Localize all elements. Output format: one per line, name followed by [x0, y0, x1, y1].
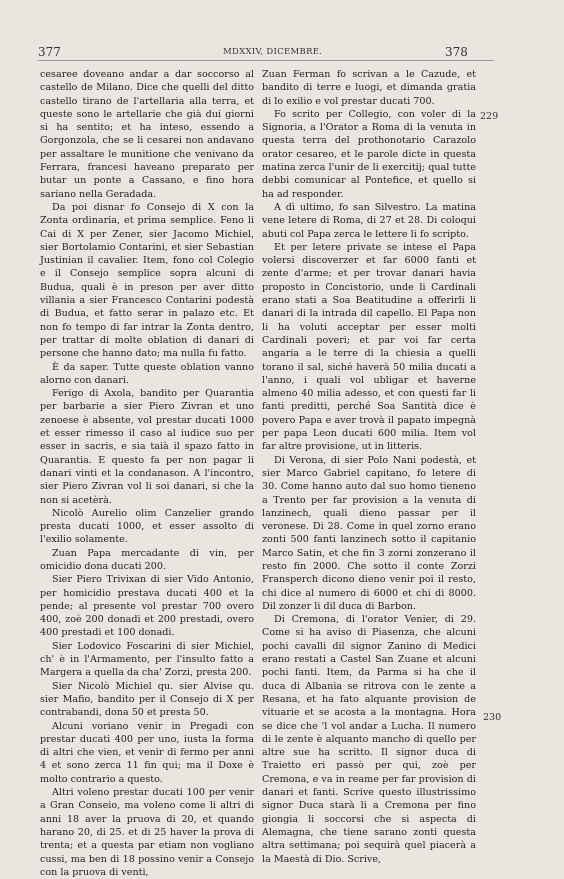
header-rule	[38, 60, 494, 61]
paragraph: Zuan Papa mercadante di vin, per omicidio dona ducati 200.	[40, 547, 254, 572]
paragraph: cesaree doveano andar a dar soccorso al castello de Milano. Dice che quelli del ditto castello tirano de l'artellaria alla terra, et queste sono le artellarie che già dui giorni si ha sentito; et ha inteso, essendo a Gorgonzola, che se li cesarei non andavano per assaltare le munitione che venivano da Ferrara, francesi haveano preparato per butar un ponte a Cassano, e fino hora sariano nella Geradada.	[40, 69, 254, 200]
page-number-left: 377	[38, 45, 61, 59]
paragraph: Sier Piero Trivixan di sier Vido Antonio, per homicidio prestava ducati 400 et la pende; al presente vol prestar 700 overo 400, zoè 200 donadi et 200 prestadi, overo 400 prestadi et 100 donadi.	[40, 574, 254, 639]
page-number-right: 378	[445, 45, 468, 59]
paragraph: Da poi disnar fo Consejo di X con la Zonta ordinaria, et prima semplice. Feno li Cai di X per Zener, sier Jacomo Michiel, sier Bortolamio Contarini, et sier Sebastian Justinian il cavalier. Item, fono col Colegio e il Consejo semplice sopra alcuni di Budua, quali è in preson per aver ditto villania a sier Francesco Contarini podestà di Budua, et fatto serar in palazo etc. Et non fo tempo di far intrar la Zonta dentro, per trattar di molte oblation di danari di persone che hanno dato; ma nulla fu fatto.	[40, 201, 254, 360]
paragraph: Altri voleno prestar ducati 100 per venir a Gran Conseio, ma voleno come li altri di anni 18 aver la pruova di 20, et quando harano 20, di 25. et di 25 haver la prova di trenta; et a questa par etiam non vogliano cussi, ma ben di 18 possino venir a Consejo con la pruova di venti,	[40, 787, 254, 878]
running-title: MDXXIV, DICEMBRE.	[223, 47, 323, 57]
left-column	[40, 68, 254, 879]
paragraph: Alcuni voriano venir in Pregadi con prestar ducati 400 per uno, iusta la forma di altri che vien, et venir di fermo per anni 4 et sono zerca 11 fin qui; ma il Doxe è molto contrario a questo.	[40, 720, 254, 785]
right-column	[262, 68, 476, 866]
paragraph: Nicolò Aurelio olim Canzelier grando presta ducati 1000, et esser assolto di l'exilio solamente.	[40, 507, 254, 546]
paragraph: Sier Nicolò Michiel qu. sier Alvise qu. sier Mafio, bandito per il Consejo di X per contrabandi, dona 50 et presta 50.	[40, 680, 254, 719]
margin-number-229: 229	[480, 111, 499, 122]
paragraph: È da saper. Tutte queste oblation vanno alorno con danari.	[40, 361, 254, 386]
paragraph: Zuan Ferman fo scrivan a le Cazude, et bandito di terre e luogi, et dimanda gratia di lo exilio e vol prestar ducati 700.	[262, 69, 476, 107]
paragraph: A dì ultimo, fo san Silvestro. La matina vene letere di Roma, di 27 et 28. Di coloqui abuti col Papa zerca le lettere li fo scripto.	[262, 201, 476, 240]
paragraph: Et per letere private se intese el Papa volersi discoverzer et far 6000 fanti et zente d'arme; et per trovar danari havia proposto in Concistorio, unde li Cardinali erano stati a Soa Beatitudine a offerirli li danari di la intrada dil capello. El Papa non li ha voluti acceptar per esser molti Cardinali poveri; et par voi far certa angaria a le terre di la chiesia a quelli torano il sal, siché haverà 50 milia ducati a l'anno, i quali vol ubligar et haverne almeno 40 milia adesso, et con questi far li fanti preditti, perché Soa Santità dice è povero Papa e aver trovà il papato impegnà per papa Leon ducati 600 milia. Item vol far altre provisione, ut in litteris.	[262, 241, 476, 453]
paragraph: Fo scrito per Collegio, con voler di la Signoria, a l'Orator a Roma di la venuta in questa terra del prothonotario Carazolo orator cesareo, et le parole dicte in questa matina zerca l'unir de li exercitij; qual tutte debbi comunicar al Pontefice, et quello si ha ad responder.	[262, 108, 476, 200]
paragraph: Di Cremona, di l'orator Venier, di 29. Come si ha aviso di Piasenza, che alcuni pochi cavalli dil signor Zanino di Medici erano restati a Castel San Zuane et alcuni pochi fanti. Item, da Parma si ha che il duca di Albania se ritrova con le zente a Resana, et ha fato alquante provision de vituarie et se acosta a la montagna. Hora se dice che 'l vol andar a Lucha. Il numero di le zente è alquanto mancho di quello per altre sue ha scritto. Il signor duca di Traietto eri passò per qui, zoè per Cremona, e va in reame per far provision di danari et fanti. Scrive questo illustrissimo signor Duca starà li a Cremona per fino giongia li soccorsi che si aspecta di Alemagna, che tiene sarano zonti questa altra settimana; poi sequirà quel piacerà a la Maestà di Dio. Scrive,	[262, 614, 476, 865]
paragraph: Ferigo di Axola, bandito per Quarantia per barbarie a sier Piero Zivran et uno zenoese è absente, vol prestar ducati 1000 et esser rimesso il caso al iudice suo per esser in sacris, e sia taià il spazo fatto in Quarantia. E questo fa per non pagar li danari vinti et la condanason. A l'incontro, sier Piero Zivran vol li soi danari, si che la non si acetèrà.	[40, 388, 254, 506]
paragraph: Di Verona, di sier Polo Nani podestà, et sier Marco Gabriel capitano, fo letere di 30. Come hanno auto dal suo homo tieneno a Trento per far provision a la venuta di lanzinech, quali dieno passar per il veronese. Di 28. Come in quel zorno erano zonti 500 fanti lanzinech sotto il capitanio Marco Satin, et che fin 3 zorni zonzerano il resto fin 2000. Che sotto il conte Zorzi Fransperch dicono dieno venir poi il resto, chi dice al numero di 6000 et chi di 8000. Dil zonzer li dil duca di Barbon.	[262, 454, 476, 612]
paragraph: Sier Lodovico Foscarini di sier Michiel, ch' è in l'Armamento, per l'insulto fatto a Margera a quella da cha' Zorzi, presta 200.	[40, 640, 254, 679]
margin-number-230: 230	[483, 712, 502, 723]
